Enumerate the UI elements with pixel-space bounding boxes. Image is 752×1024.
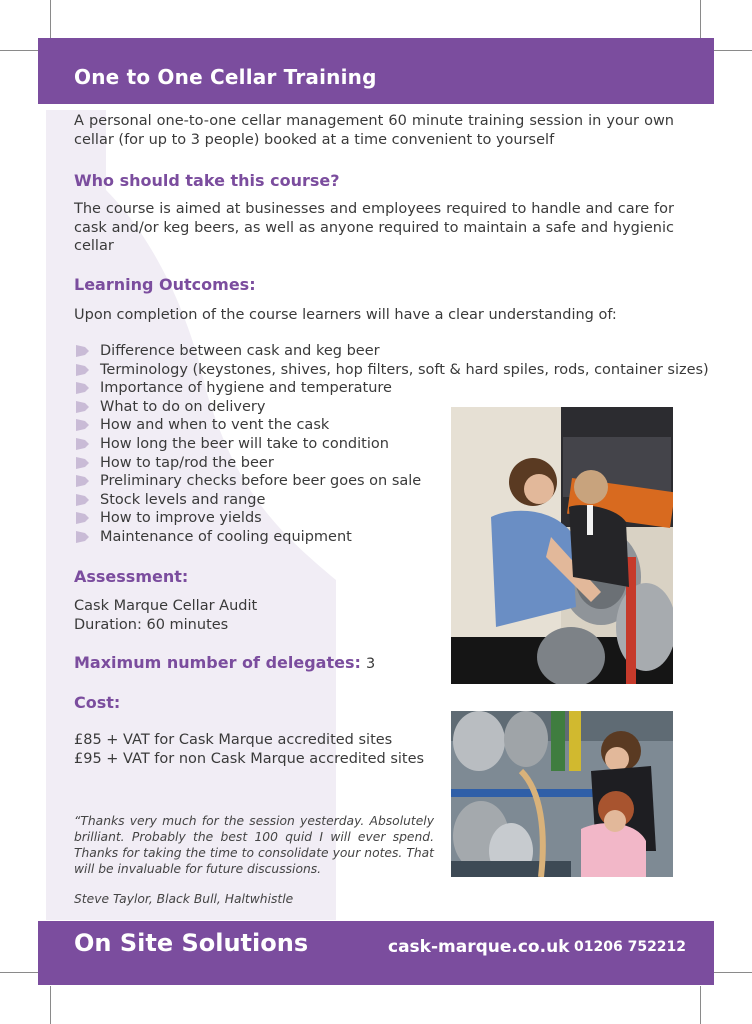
who-text: The course is aimed at businesses and employees required to handle and care for cask and/or keg beers, as well as anyone required to maintain a safe and hygienic cellar (74, 201, 674, 254)
list-item: How to improve yields (74, 509, 709, 528)
crop-mark (50, 986, 51, 1024)
bullet-icon (76, 457, 89, 469)
website-link[interactable]: cask-marque.co.uk (388, 937, 570, 957)
crop-mark (0, 50, 38, 51)
bullet-icon (76, 401, 89, 413)
list-item: Difference between cask and keg beer (74, 342, 709, 361)
bullet-icon (76, 345, 89, 357)
delegates-section (74, 653, 375, 674)
assessment-section (74, 567, 257, 634)
delegates-label: Maximum number of delegates: (74, 653, 361, 672)
list-item: Importance of hygiene and temperature (74, 379, 709, 398)
crop-mark (0, 972, 38, 973)
assessment-heading: Assessment: (74, 567, 189, 586)
delegates-value: 3 (365, 656, 376, 672)
outcomes-section (74, 275, 617, 325)
keg-photo-illustration (451, 711, 673, 877)
outcomes-lead: Upon completion of the course learners will have a clear understanding of: (74, 307, 617, 323)
outcomes-heading: Learning Outcomes: (74, 275, 256, 294)
crop-mark (714, 50, 752, 51)
cellar-training-photo (451, 407, 673, 684)
cost-heading: Cost: (74, 693, 121, 712)
cost-line-1: £85 + VAT for Cask Marque accredited sites (74, 732, 393, 748)
list-item: Stock levels and range (74, 491, 709, 510)
bullet-icon (76, 475, 89, 487)
assessment-line-2: Duration: 60 minutes (74, 616, 229, 633)
phone-number: 01206 752212 (574, 939, 687, 955)
list-item: Preliminary checks before beer goes on sale (74, 472, 709, 491)
bullet-icon (76, 419, 89, 431)
who-section (74, 171, 674, 256)
intro-text: A personal one-to-one cellar management 60 minute training session in your own cellar (for up to 3 people) booked at a time convenient to yourself (74, 113, 674, 148)
list-item: How and when to vent the cask (74, 416, 709, 435)
assessment-line-1: Cask Marque Cellar Audit (74, 598, 258, 614)
list-item: How long the beer will take to condition (74, 435, 709, 454)
testimonial-author: Steve Taylor, Black Bull, Haltwhistle (74, 892, 294, 906)
footer-bar (38, 921, 714, 985)
list-item: What to do on delivery (74, 398, 709, 417)
list-item: Maintenance of cooling equipment (74, 528, 709, 547)
intro-section (74, 112, 674, 149)
list-item: Terminology (keystones, shives, hop filters, soft & hard spiles, rods, container sizes) (74, 361, 709, 380)
cost-line-2: £95 + VAT for non Cask Marque accredited sites (74, 750, 425, 767)
page-title: One to One Cellar Training (74, 65, 377, 89)
testimonial-quote: “Thanks very much for the session yesterday. Absolutely brilliant. Probably the best 100 quid I will ever spend. Thanks for taking the time to consolidate your notes. That will be invaluable for future discussions. (74, 814, 434, 876)
crop-mark (50, 0, 51, 38)
bullet-icon (76, 494, 89, 506)
bullet-icon (76, 438, 89, 450)
bullet-icon (76, 364, 89, 376)
who-heading: Who should take this course? (74, 171, 340, 190)
keg-inspection-photo (451, 711, 673, 877)
list-item: How to tap/rod the beer (74, 454, 709, 473)
bullet-icon (76, 512, 89, 524)
testimonial-section (74, 813, 434, 909)
cost-section (74, 693, 424, 768)
crop-mark (714, 972, 752, 973)
bullet-icon (76, 531, 89, 543)
header-bar (38, 38, 714, 104)
bullet-icon (76, 382, 89, 394)
footer-brand: On Site Solutions (74, 929, 309, 957)
crop-mark (700, 0, 701, 38)
cellar-photo-illustration (451, 407, 673, 684)
crop-mark (700, 986, 701, 1024)
